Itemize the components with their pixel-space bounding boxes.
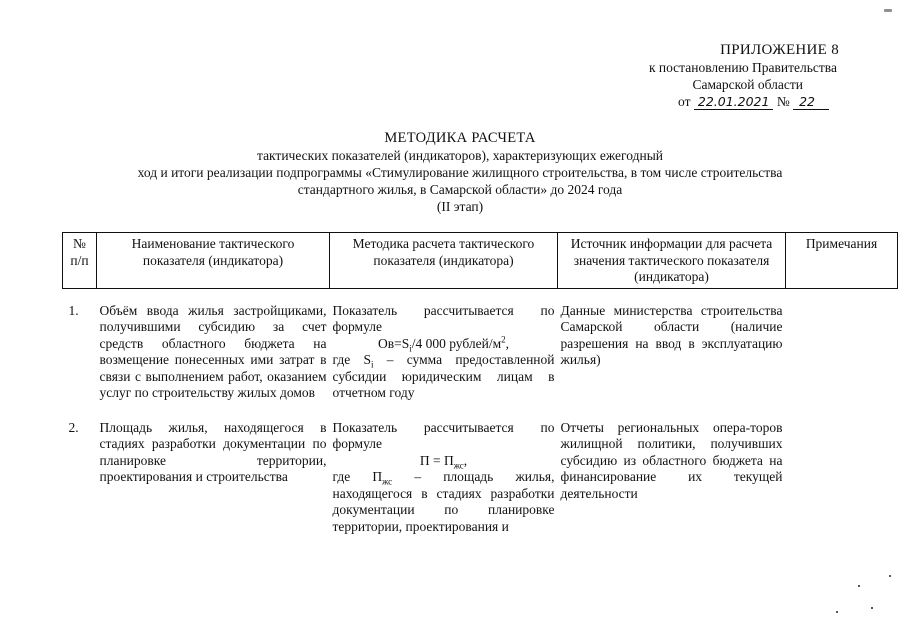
title-line-4: стандартного жилья, в Самарской области» до 2024 года bbox=[297, 182, 623, 197]
method-where: где $S_i$ – сумма предоставленной субсидии юридическим лицам в отчетном году bbox=[332, 352, 555, 400]
formula: $П = П_{жс}$, bbox=[419, 452, 468, 471]
row-number: 1. bbox=[68, 302, 79, 318]
table-row bbox=[63, 420, 898, 536]
row-calc-method bbox=[330, 420, 558, 536]
document-title bbox=[60, 130, 860, 215]
title-line-2: тактических показателей (индикаторов), характеризующих ежегодный bbox=[257, 148, 663, 163]
annex-region: Самарской области bbox=[692, 77, 803, 92]
annex-date-row bbox=[609, 93, 829, 110]
scan-speck bbox=[836, 611, 838, 613]
header-info-source: Источник информации для расчета значения тактического показателя (индикатора) bbox=[558, 233, 786, 289]
formula: $Ов=S_i/4$ 000 рублей/$м^2$, bbox=[377, 334, 510, 354]
header-notes: Примечания bbox=[786, 233, 898, 289]
title-line-5: (II этап) bbox=[436, 199, 484, 214]
date-prefix: от bbox=[678, 94, 691, 109]
table-header-row bbox=[63, 233, 898, 289]
scan-speck bbox=[871, 607, 873, 609]
handwritten-date: 22.01.2021 bbox=[694, 94, 774, 110]
scan-speck bbox=[889, 575, 891, 577]
method-intro: Показатель рассчитывается по формуле bbox=[332, 302, 555, 334]
scan-speck bbox=[858, 585, 860, 587]
row-notes bbox=[786, 303, 898, 402]
table-row bbox=[63, 303, 898, 402]
row-info-source: Отчеты региональных опера-торов жилищной политики, получивших субсидию из областного бюджета на финансирование их текущей деятельности bbox=[560, 419, 783, 501]
indicator-table bbox=[62, 232, 898, 535]
scan-speck bbox=[884, 9, 892, 12]
row-notes bbox=[786, 420, 898, 536]
annex-block bbox=[609, 42, 839, 110]
row-calc-method bbox=[330, 303, 558, 402]
method-where: где $П_{жс}$ – площадь жилья, находящегося в стадиях разработки документации по планировке территории, проектирования и bbox=[332, 469, 555, 534]
handwritten-number: 22 bbox=[793, 94, 829, 110]
row-info-source: Данные министерства строительства Самарской области (наличие разрешения на ввод в эксплуатацию жилья) bbox=[560, 302, 783, 367]
row-indicator-name: Площадь жилья, находящегося в стадиях разработки документации по планировке территории, проектирования и строительства bbox=[99, 419, 327, 484]
title-line-1: МЕТОДИКА РАСЧЕТА bbox=[384, 130, 536, 146]
row-number: 2. bbox=[68, 419, 79, 435]
title-line-3: ход и итоги реализации подпрограммы «Стимулирование жилищного строительства, в том числе строительства bbox=[137, 165, 783, 180]
header-number: № п/п bbox=[63, 233, 97, 289]
header-indicator-name: Наименование тактического показателя (индикатора) bbox=[97, 233, 330, 289]
method-intro: Показатель рассчитывается по формуле bbox=[332, 419, 555, 451]
number-prefix: № bbox=[776, 94, 790, 109]
annex-decree: к постановлению Правительства bbox=[648, 60, 837, 75]
header-calc-method: Методика расчета тактического показателя (индикатора) bbox=[330, 233, 558, 289]
annex-heading: ПРИЛОЖЕНИЕ 8 bbox=[720, 42, 839, 58]
row-indicator-name: Объём ввода жилья застройщиками, получившими субсидию за счет средств областного бюджета на возмещение понесенных ими затрат в связи с выполнением работ, оказанием услуг по строительству жилых домов bbox=[99, 302, 327, 400]
